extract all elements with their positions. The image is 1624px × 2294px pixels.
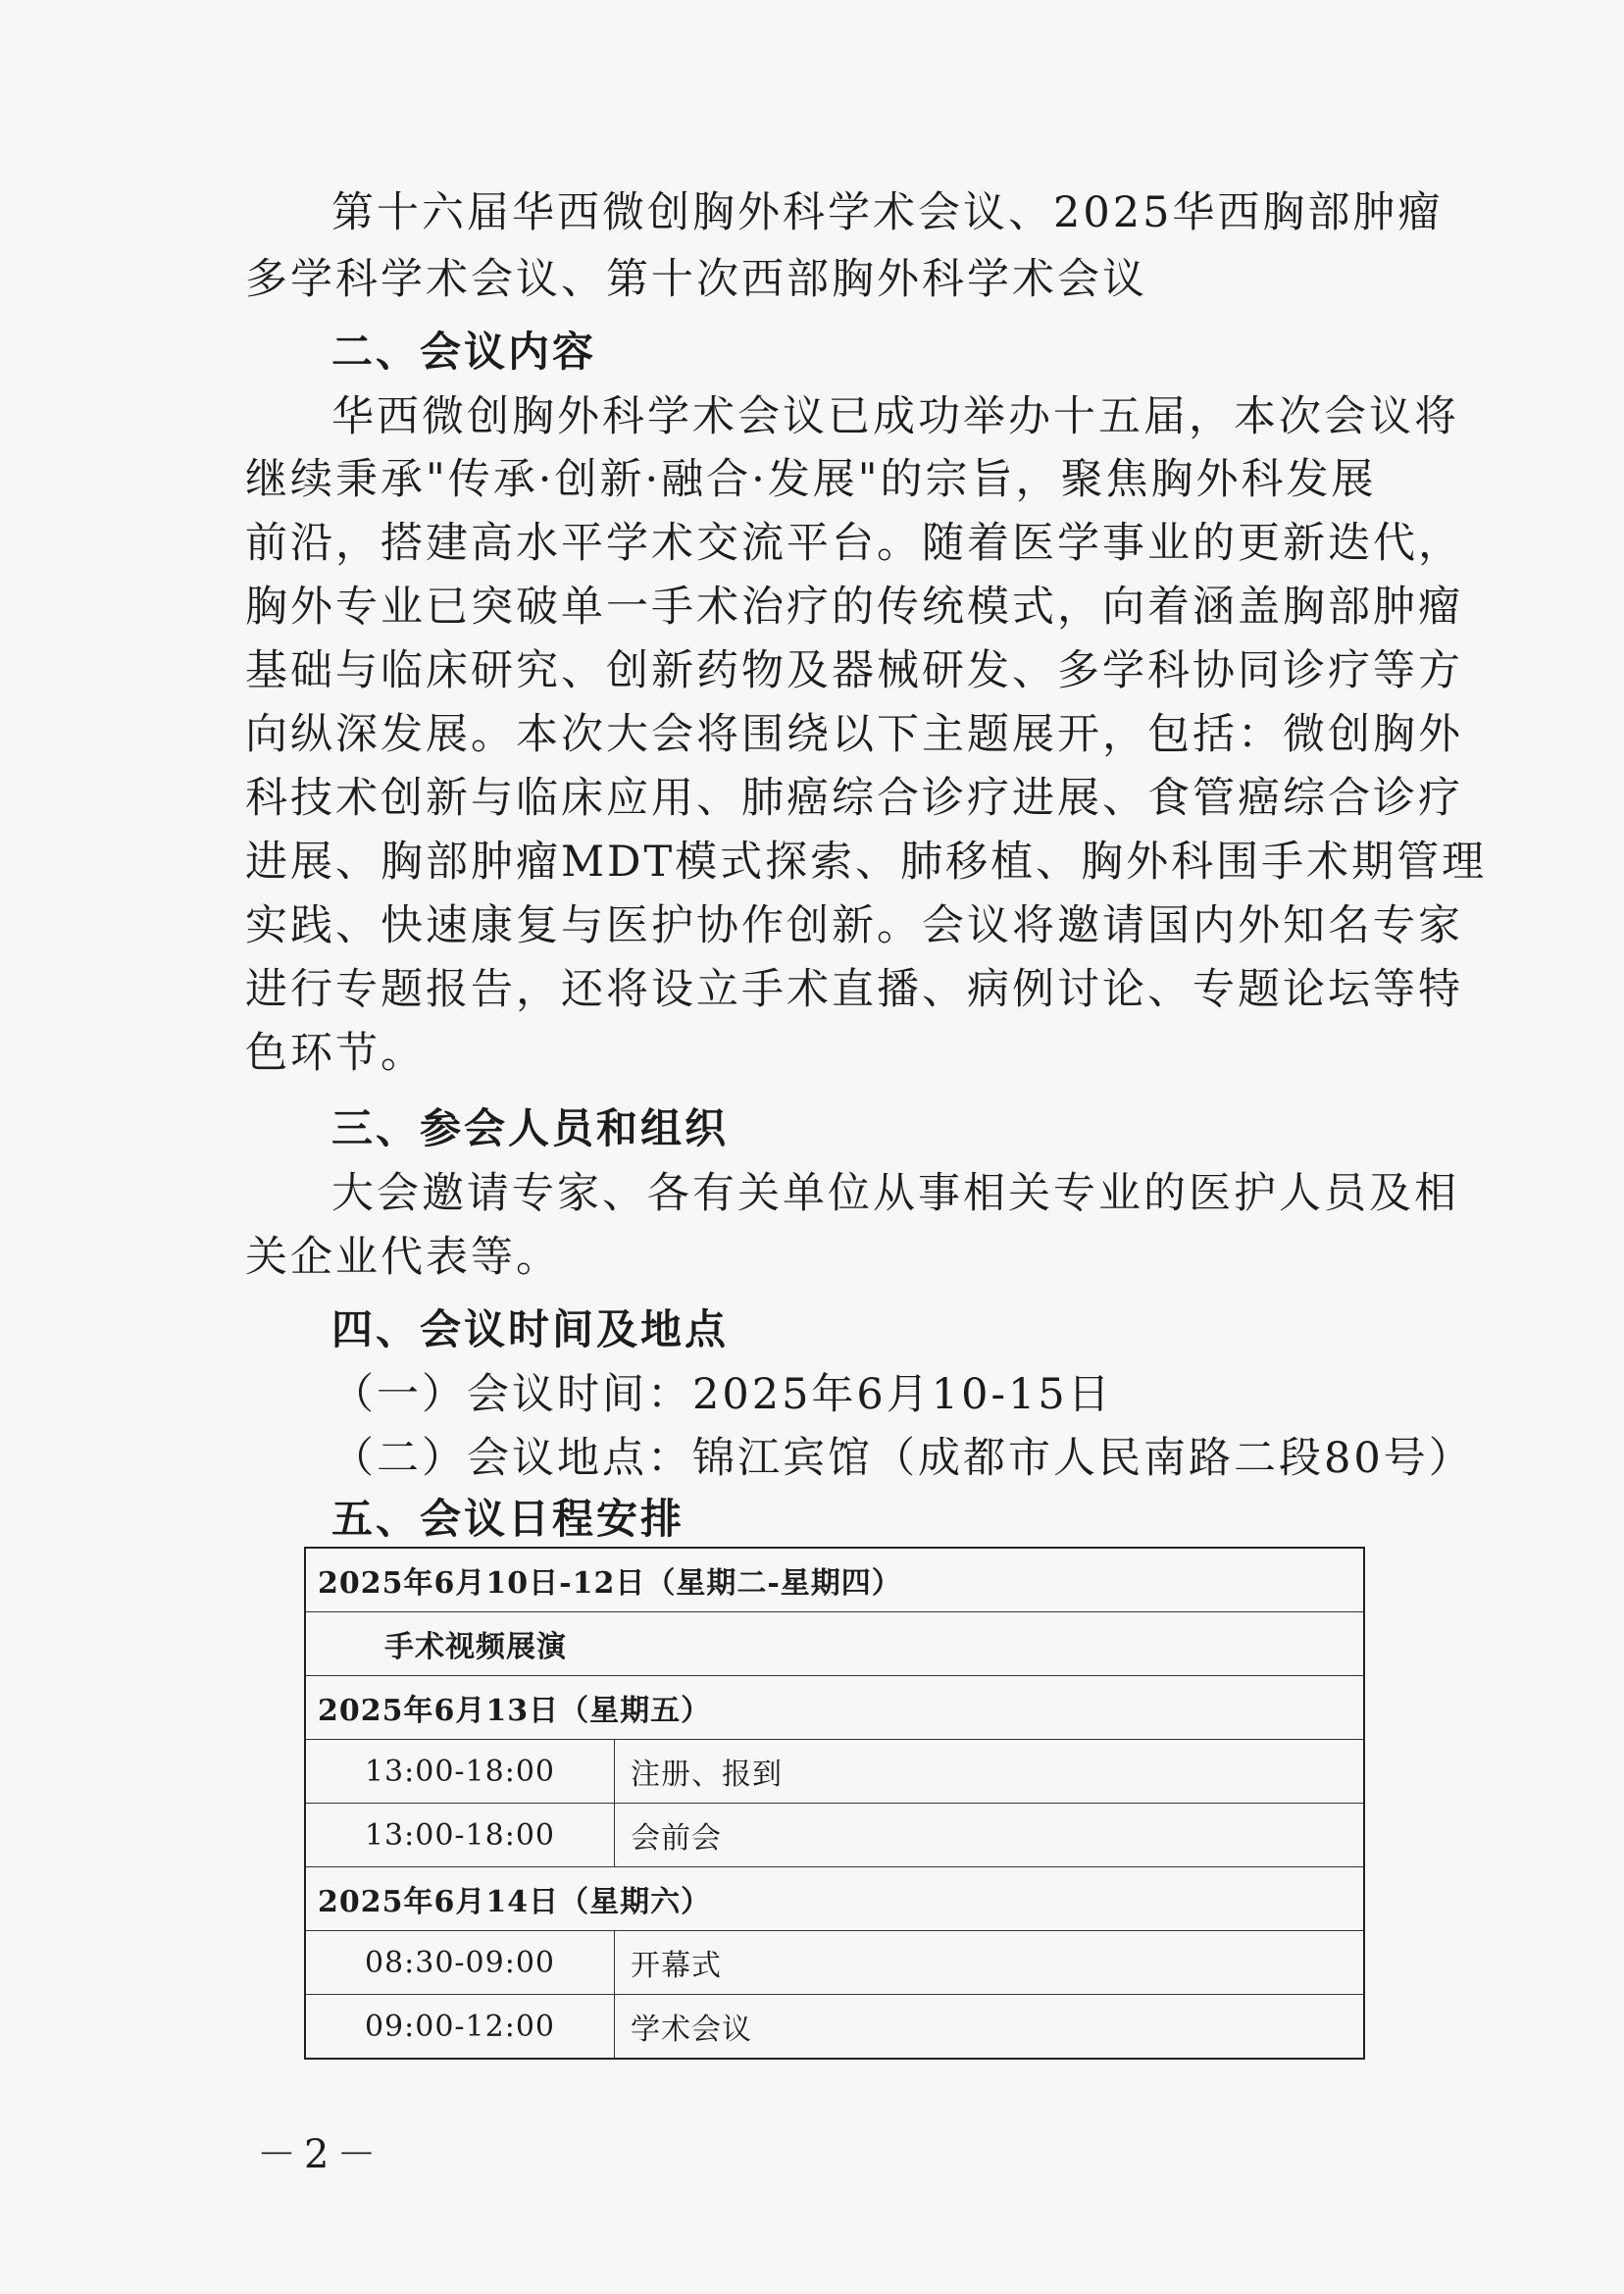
schedule-item: 注册、报到: [615, 1740, 1365, 1804]
schedule-time: 09:00-12:00: [305, 1995, 615, 2060]
table-row: [305, 1804, 1364, 1867]
paragraph-line: 华西微创胸外科学术会议已成功举办十五届，本次会议将: [331, 392, 1459, 441]
paragraph-line: 继续秉承"传承·创新·融合·发展"的宗旨，聚焦胸外科发展: [245, 455, 1377, 504]
paragraph-line: 胸外专业已突破单一手术治疗的传统模式，向着涵盖胸部肿瘤: [245, 583, 1463, 632]
paragraph-line: 科技术创新与临床应用、肺癌综合诊疗进展、食管癌综合诊疗: [245, 774, 1463, 823]
schedule-item: 会前会: [615, 1804, 1365, 1867]
paragraph-line: 进行专题报告，还将设立手术直播、病例讨论、专题论坛等特: [245, 965, 1463, 1014]
intro-line-1: 第十六届华西微创胸外科学术会议、2025华西胸部肿瘤: [331, 188, 1444, 237]
table-row: [305, 1548, 1364, 1612]
section-heading-attendees: 三、参会人员和组织: [331, 1104, 730, 1152]
intro-line-2: 多学科学术会议、第十次西部胸外科学术会议: [245, 255, 1147, 304]
paragraph-line: 向纵深发展。本次大会将围绕以下主题展开，包括：微创胸外: [245, 710, 1463, 759]
paragraph-line: 基础与临床研究、创新药物及器械研发、多学科协同诊疗等方: [245, 646, 1463, 695]
schedule-time: 08:30-09:00: [305, 1931, 615, 1995]
schedule-table: [304, 1547, 1365, 2060]
page-number: －2－: [257, 2132, 384, 2177]
schedule-time: 13:00-18:00: [305, 1740, 615, 1804]
schedule-item: 手术视频展演: [305, 1612, 1364, 1676]
paragraph-line: 大会邀请专家、各有关单位从事相关专业的医护人员及相: [331, 1169, 1459, 1218]
section-heading-content: 二、会议内容: [331, 328, 597, 376]
schedule-item: 学术会议: [615, 1995, 1365, 2060]
paragraph-line: 进展、胸部肿瘤MDT模式探索、肺移植、胸外科围手术期管理: [245, 838, 1488, 887]
table-row: [305, 1995, 1364, 2060]
schedule-date: 2025年6月14日（星期六）: [305, 1867, 1364, 1931]
paragraph-line: 实践、快速康复与医护协作创新。会议将邀请国内外知名专家: [245, 901, 1463, 950]
table-row: [305, 1612, 1364, 1676]
meeting-place: （二）会议地点：锦江宾馆（成都市人民南路二段80号）: [331, 1434, 1474, 1483]
schedule-item: 开幕式: [615, 1931, 1365, 1995]
paragraph-line: 前沿，搭建高水平学术交流平台。随着医学事业的更新迭代，: [245, 519, 1463, 568]
schedule-date: 2025年6月13日（星期五）: [305, 1676, 1364, 1740]
table-row: [305, 1867, 1364, 1931]
paragraph-line: 关企业代表等。: [245, 1233, 561, 1282]
schedule-time: 13:00-18:00: [305, 1804, 615, 1867]
paragraph-line: 色环节。: [245, 1029, 426, 1078]
schedule-date: 2025年6月10日-12日（星期二-星期四）: [305, 1548, 1364, 1612]
table-row: [305, 1676, 1364, 1740]
section-heading-schedule: 五、会议日程安排: [331, 1495, 685, 1543]
section-heading-time-place: 四、会议时间及地点: [331, 1305, 730, 1353]
table-row: [305, 1740, 1364, 1804]
table-row: [305, 1931, 1364, 1995]
meeting-time: （一）会议时间：2025年6月10-15日: [331, 1370, 1113, 1419]
